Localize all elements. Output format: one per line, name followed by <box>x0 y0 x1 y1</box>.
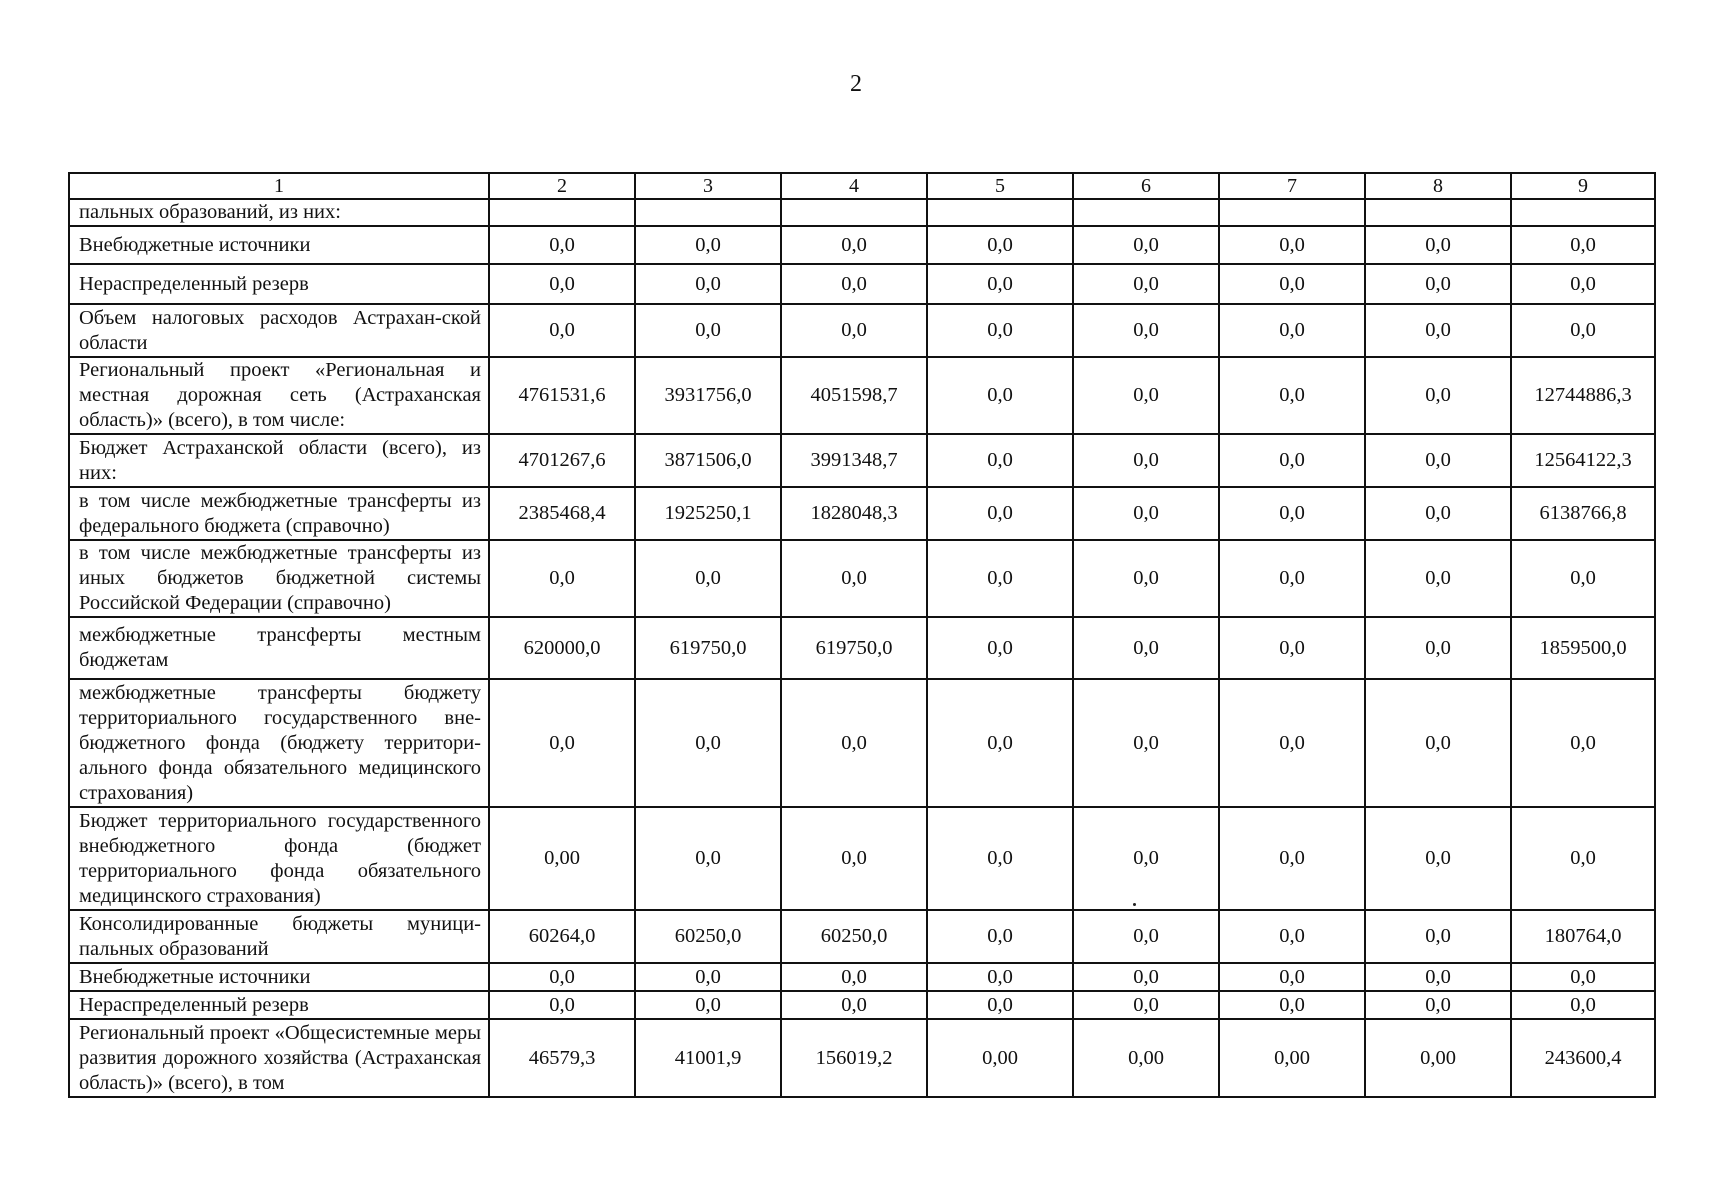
value-cell: 0,0 <box>1073 991 1219 1019</box>
value-cell: 0,00 <box>927 1019 1073 1097</box>
row-label: Внебюджетные источники <box>69 226 489 264</box>
table-row <box>69 910 1655 963</box>
value-cell: 0,0 <box>781 679 927 807</box>
value-cell: 0,0 <box>635 540 781 617</box>
value-cell: 0,0 <box>1073 807 1219 910</box>
table-row <box>69 963 1655 991</box>
value-cell: 0,0 <box>635 264 781 304</box>
value-cell: 0,0 <box>927 963 1073 991</box>
value-cell: 0,0 <box>489 991 635 1019</box>
row-label: Бюджет Астраханской области (всего), из них: <box>69 434 489 487</box>
value-cell: 0,0 <box>1219 226 1365 264</box>
column-header: 2 <box>489 173 635 199</box>
row-label: пальных образований, из них: <box>69 199 489 226</box>
budget-table <box>68 172 1656 1098</box>
value-cell: 0,0 <box>927 264 1073 304</box>
value-cell: 3871506,0 <box>635 434 781 487</box>
value-cell: 0,0 <box>1365 226 1511 264</box>
value-cell: 0,0 <box>1219 679 1365 807</box>
value-cell: 0,0 <box>927 487 1073 540</box>
value-cell: 0,0 <box>781 540 927 617</box>
value-cell: 0,0 <box>1511 226 1655 264</box>
column-header: 8 <box>1365 173 1511 199</box>
value-cell: 0,0 <box>1219 487 1365 540</box>
table-row <box>69 679 1655 807</box>
value-cell: 0,00 <box>1219 1019 1365 1097</box>
value-cell: 0,0 <box>781 807 927 910</box>
column-header: 3 <box>635 173 781 199</box>
column-header: 4 <box>781 173 927 199</box>
column-header: 9 <box>1511 173 1655 199</box>
value-cell: 0,0 <box>781 963 927 991</box>
value-cell: 0,0 <box>1511 264 1655 304</box>
table-row <box>69 199 1655 226</box>
value-cell: 0,0 <box>1511 963 1655 991</box>
value-cell: 0,0 <box>1511 991 1655 1019</box>
value-cell: 0,0 <box>1219 540 1365 617</box>
table-row <box>69 264 1655 304</box>
value-cell: 4051598,7 <box>781 357 927 434</box>
value-cell: 0,0 <box>1219 963 1365 991</box>
value-cell: 46579,3 <box>489 1019 635 1097</box>
value-cell: 60264,0 <box>489 910 635 963</box>
value-cell: 0,0 <box>927 679 1073 807</box>
value-cell <box>927 199 1073 226</box>
value-cell: 0,0 <box>635 304 781 357</box>
value-cell: 0,0 <box>1365 540 1511 617</box>
value-cell: 0,0 <box>1219 304 1365 357</box>
table-row <box>69 807 1655 910</box>
value-cell: 0,0 <box>1073 540 1219 617</box>
value-cell: 0,0 <box>1365 963 1511 991</box>
value-cell: 0,0 <box>635 807 781 910</box>
value-cell: 0,0 <box>1073 226 1219 264</box>
value-cell: 4701267,6 <box>489 434 635 487</box>
value-cell: 0,0 <box>1511 679 1655 807</box>
value-cell: 0,0 <box>1219 807 1365 910</box>
value-cell: 243600,4 <box>1511 1019 1655 1097</box>
value-cell: 0,0 <box>781 991 927 1019</box>
value-cell: 0,0 <box>489 264 635 304</box>
value-cell: 0,0 <box>1365 991 1511 1019</box>
value-cell: 0,0 <box>1219 434 1365 487</box>
row-label: Региональный проект «Региональная и местная дорожная сеть (Астраханская область)» (всего), в том числе: <box>69 357 489 434</box>
value-cell <box>489 199 635 226</box>
value-cell: 0,0 <box>927 910 1073 963</box>
table-row <box>69 226 1655 264</box>
value-cell: 0,0 <box>1511 807 1655 910</box>
value-cell: 0,0 <box>927 434 1073 487</box>
value-cell: 0,0 <box>781 304 927 357</box>
column-header: 7 <box>1219 173 1365 199</box>
value-cell: 0,0 <box>927 226 1073 264</box>
table-row <box>69 991 1655 1019</box>
value-cell: 0,00 <box>1073 1019 1219 1097</box>
value-cell: 0,0 <box>1073 304 1219 357</box>
value-cell: 0,0 <box>1073 487 1219 540</box>
value-cell: 0,0 <box>1219 357 1365 434</box>
value-cell: 0,0 <box>635 226 781 264</box>
value-cell: 0,0 <box>489 679 635 807</box>
header-row <box>69 173 1655 199</box>
value-cell: 3931756,0 <box>635 357 781 434</box>
row-label: Бюджет территориального государственного внебюджетного фонда (бюджет территориального фонда обязательного медицинского страхования) <box>69 807 489 910</box>
value-cell: 0,0 <box>1365 807 1511 910</box>
row-label: Внебюджетные источники <box>69 963 489 991</box>
table-row <box>69 434 1655 487</box>
scan-dot <box>1133 903 1136 906</box>
column-header: 6 <box>1073 173 1219 199</box>
value-cell: 60250,0 <box>635 910 781 963</box>
table-row <box>69 357 1655 434</box>
value-cell: 0,0 <box>1073 617 1219 679</box>
value-cell: 3991348,7 <box>781 434 927 487</box>
value-cell <box>635 199 781 226</box>
value-cell: 0,0 <box>781 226 927 264</box>
value-cell: 0,00 <box>1365 1019 1511 1097</box>
value-cell: 1828048,3 <box>781 487 927 540</box>
value-cell: 0,0 <box>1219 617 1365 679</box>
value-cell: 0,0 <box>489 963 635 991</box>
value-cell: 6138766,8 <box>1511 487 1655 540</box>
value-cell: 0,0 <box>1365 434 1511 487</box>
value-cell: 0,0 <box>781 264 927 304</box>
value-cell <box>1219 199 1365 226</box>
value-cell: 0,0 <box>1511 304 1655 357</box>
row-label: в том числе межбюджетные трансферты из федерального бюджета (справочно) <box>69 487 489 540</box>
value-cell: 619750,0 <box>781 617 927 679</box>
value-cell: 60250,0 <box>781 910 927 963</box>
value-cell: 0,0 <box>1365 264 1511 304</box>
value-cell: 0,0 <box>1365 617 1511 679</box>
value-cell: 0,0 <box>1365 679 1511 807</box>
table-row <box>69 540 1655 617</box>
value-cell: 0,0 <box>635 963 781 991</box>
row-label: Консолидированные бюджеты муниципальных образований <box>69 910 489 963</box>
row-label: в том числе межбюджетные трансферты из иных бюджетов бюджетной системы Российской Федерации (справочно) <box>69 540 489 617</box>
value-cell: 0,0 <box>927 304 1073 357</box>
value-cell: 0,0 <box>489 304 635 357</box>
row-label: Объем налоговых расходов Астрахан-ской области <box>69 304 489 357</box>
value-cell: 156019,2 <box>781 1019 927 1097</box>
value-cell: 0,0 <box>1219 910 1365 963</box>
value-cell: 0,0 <box>635 679 781 807</box>
value-cell: 0,0 <box>1073 679 1219 807</box>
value-cell: 0,0 <box>1365 910 1511 963</box>
value-cell: 0,0 <box>927 357 1073 434</box>
row-label: Региональный проект «Общесистемные меры развития дорожного хозяйства (Астраханская область)» (всего), в том <box>69 1019 489 1097</box>
value-cell: 0,0 <box>1073 910 1219 963</box>
value-cell: 41001,9 <box>635 1019 781 1097</box>
column-header: 5 <box>927 173 1073 199</box>
value-cell: 0,0 <box>1073 264 1219 304</box>
table-row <box>69 617 1655 679</box>
row-label: межбюджетные трансферты бюджету территориального государственного внебюджетного фонда (бюджету территориального фонда обязательного медицинского страхования) <box>69 679 489 807</box>
value-cell: 0,0 <box>927 991 1073 1019</box>
value-cell: 0,0 <box>1511 540 1655 617</box>
value-cell: 180764,0 <box>1511 910 1655 963</box>
value-cell: 12744886,3 <box>1511 357 1655 434</box>
column-header: 1 <box>69 173 489 199</box>
value-cell: 0,0 <box>1365 304 1511 357</box>
table-row <box>69 304 1655 357</box>
value-cell: 619750,0 <box>635 617 781 679</box>
value-cell <box>1511 199 1655 226</box>
value-cell: 0,0 <box>635 991 781 1019</box>
page-number: 2 <box>850 71 862 97</box>
value-cell: 4761531,6 <box>489 357 635 434</box>
value-cell: 0,0 <box>927 617 1073 679</box>
value-cell <box>1365 199 1511 226</box>
table-row <box>69 487 1655 540</box>
table-row <box>69 1019 1655 1097</box>
value-cell: 0,00 <box>489 807 635 910</box>
value-cell: 0,0 <box>1073 963 1219 991</box>
value-cell: 1925250,1 <box>635 487 781 540</box>
value-cell: 0,0 <box>927 807 1073 910</box>
value-cell: 0,0 <box>1219 264 1365 304</box>
value-cell: 0,0 <box>489 540 635 617</box>
value-cell: 0,0 <box>1073 357 1219 434</box>
value-cell: 0,0 <box>489 226 635 264</box>
row-label: межбюджетные трансферты местным бюджетам <box>69 617 489 679</box>
value-cell: 12564122,3 <box>1511 434 1655 487</box>
value-cell: 0,0 <box>1073 434 1219 487</box>
value-cell: 0,0 <box>1365 357 1511 434</box>
value-cell: 0,0 <box>1219 991 1365 1019</box>
value-cell: 2385468,4 <box>489 487 635 540</box>
value-cell: 0,0 <box>927 540 1073 617</box>
value-cell: 1859500,0 <box>1511 617 1655 679</box>
value-cell: 620000,0 <box>489 617 635 679</box>
row-label: Нераспределенный резерв <box>69 991 489 1019</box>
value-cell: 0,0 <box>1365 487 1511 540</box>
row-label: Нераспределенный резерв <box>69 264 489 304</box>
value-cell <box>781 199 927 226</box>
table-body <box>69 199 1655 1097</box>
value-cell <box>1073 199 1219 226</box>
